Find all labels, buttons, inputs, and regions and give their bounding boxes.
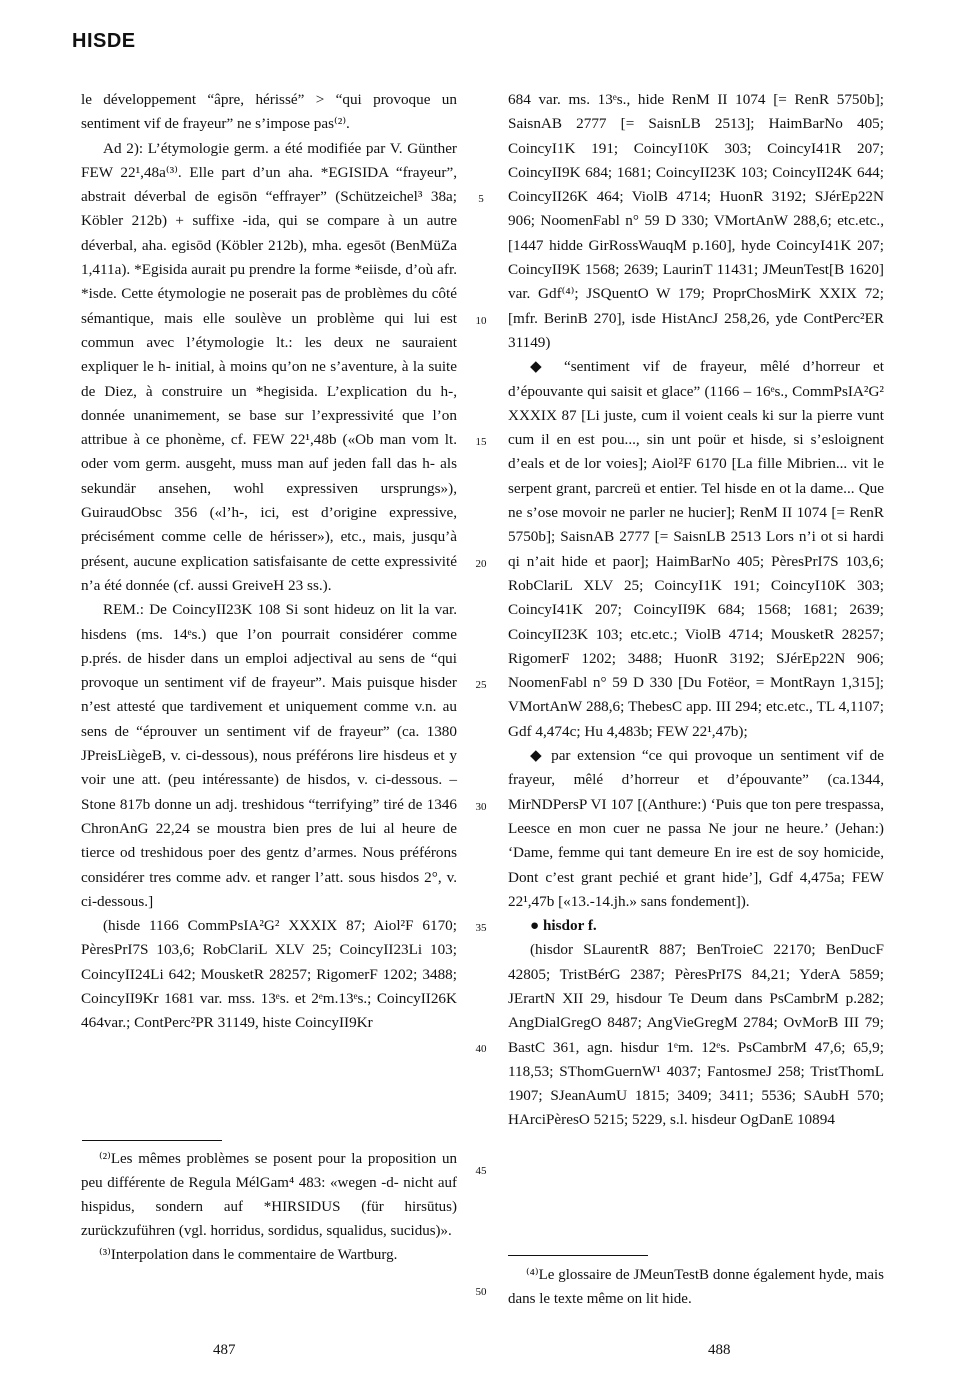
right-column — [508, 88, 884, 1133]
footnote-3: ⁽³⁾Interpolation dans le commentaire de Wartburg. — [99, 1247, 398, 1263]
left-column — [81, 88, 457, 1036]
footnote-rule-right — [508, 1255, 648, 1256]
line-number: 20 — [475, 558, 487, 570]
footnote-4: ⁽⁴⁾Le glossaire de JMeunTestB donne également hyde, mais dans le texte même on lit hide. — [508, 1267, 884, 1307]
line-number: 10 — [475, 315, 487, 327]
page-number-right: 488 — [708, 1342, 731, 1358]
line-number: 45 — [475, 1165, 487, 1177]
footnote-rule-left — [82, 1140, 222, 1141]
page-number-left: 487 — [213, 1342, 236, 1358]
line-number: 25 — [475, 679, 487, 691]
headword-hisdor: ● hisdor f. — [530, 917, 597, 935]
left-paragraph-citations: (hisde 1166 CommPsIA²G² XXXIX 87; Aiol²F 6170; PèresPrI7S 103,6; RobClariL XLV 25; CoincyII23Li 103; CoincyII24Li 642; MousketR 28257; RigomerF 1202; 3488; CoincyII9Kr 1681 var. mss. 13ᵉs. et 2ᵉm.13ᵉs.; CoincyII26K 464var.; ContPerc²PR 31149, histe CoincyII9Kr — [81, 917, 457, 1032]
line-number: 35 — [475, 922, 487, 934]
running-head: HISDE — [72, 30, 136, 52]
footnote-2: ⁽²⁾Les mêmes problèmes se posent pour la proposition un peu différente de Regula MélGam⁴ 483: «wegen -d- nicht auf hispidus, sondern auf *HIRSIDUS (für hirsūtus) zurückzuführen (vgl. horridus, sordidus, squalidus, sucidus)». — [81, 1151, 457, 1239]
left-paragraph-2: Ad 2): L’étymologie germ. a été modifiée par V. Günther FEW 22¹,48a⁽³⁾. Elle part d’un aha. *EGISIDA “frayeur”, abstrait déverbal de egisōn “effrayer” (Schützeichel³ 38a; Köbler 212b) + suffixe -ida, qui se compare à un autre déverbal, aha. egisōd (Köbler 212b), mha. egesōt (BenMüZa 1,411a). *Egisida aurait pu prendre la forme *eiisde, d’où afr. *isde. Cette étymologie ne poserait pas de problèmes du côté sémantique, mais elle soulève un problème qui lui est commun avec l’étymologie lt.: les deux ne sauraient expliquer le h- initial, à moins qu’on ne s’aventure, à la suite de Diez, à construire un *hegisida. L’explication du h-, donnée unanimement, se base sur l’expressivité que l’on attribue à ce phonème, cf. FEW 22¹,48b («Ob man vom lt. oder vom germ. ausgeht, muss man auf jeden fall das h- als sekundär ansehen, wohl expressiven ursprungs»), GuiraudObsc 356 («l’h-, ici, est d’origine expressive, précisément comme celle de hérisser»), etc., mais, jusqu’à présent, aucune explication satisfaisante de cette expressivité n’a été donnée (cf. aussi GreiveH 23 ss.). — [81, 139, 457, 594]
line-number: 50 — [475, 1286, 487, 1298]
right-paragraph-1: 684 var. ms. 13ᵉs., hide RenM II 1074 [= RenR 5750b]; SaisnAB 2777 [= SaisnLB 2513]; HaimBarNo 405; CoincyI1K 191; CoincyI10K 303; CoincyI41R 207; CoincyII9K 684; 1681; CoincyII23K 103; CoincyII24K 644; CoincyII26K 464; ViolB 4714; HuonR 3192; SJérEp22N 906; NoomenFabl n° 59 D 330; VMortAnW 288,6; etc.etc., [1447 hidde GirRossWauqM p.160], hyde CoincyI41K 207; CoincyII9K 1568; 2639; LaurinT 11431; JMeunTest[B 1620] var. Gdf⁽⁴⁾; JSQuentO W 179; ProprChosMirK XXIX 72; [mfr. BerinB 270], isde HistAncJ 258,26, yde ContPerc²ER 31149) — [508, 91, 884, 351]
left-paragraph-rem: REM.: De CoincyII23K 108 Si sont hideuz on lit la var. hisdens (ms. 14ᵉs.) que l’on pourrait considérer comme p.prés. de hisder dans un emploi adjectival au sens de “qui provoque un sentiment vif de frayeur”. Mais puisque hisder n’est attesté que tardivement et uniquement comme v.n. au sens de “éprouver un sentiment vif de frayeur” (ca. 1380 JPreisLiègeB, v. ci-dessous), nous préférons lire hisdeus et y voir une att. (peu intéressante) de hisdos, v. ci-dessous. – Stone 817b donne un adj. treshidous “terrifying” tiré de 1346 ChronAnG 22,24 se moustra bien pres de lui al heure de tierce od treshidous poer des gentz d’armes. Nous préférons considérer tres comme adv. et ranger l’att. sous hisdos 2°, v. ci-dessous.] — [81, 601, 457, 910]
right-paragraph-sense-1: ◆ “sentiment vif de frayeur, mêlé d’horreur et d’épouvante qui saisit et glace” (1166 – 16ᵉs., CommPsIA²G² XXXIX 87 [Li juste, cum il voient ceals ki sur la pierre vunt cum il en est pou..., sin unt poür et hisde, si s’esloignent d’eals et de lor voies]; Aiol²F 6170 [La fille Mibrien... vit le serpent grant, parcreü et entier. Tel hisde en ot la dame... Que ne s’ose movoir ne parler ne hucier]; RenM II 1074 [= RenR 5750b]; SaisnAB 2777 [= SaisnLB 2513 Lors n’i ot si hardi qi n’ait hide et paor]; HaimBarNo 405; PèresPrI7S 103,6; RobClariL XLV 25; CoincyI1K 191; CoincyI10K 303; CoincyI41K 207; CoincyII9K 684; 1568; 1681; 2639; CoincyII23K 103; etc.etc.; ViolB 4714; MousketR 28257; RigomerF 1202; 3488; HuonR 3192; SJérEp22N 906; NoomenFabl n° 59 D 330 [Du Fotëor, = MontRayn 1,315]; VMortAnW 288,6; ThebesC app. III 294; etc.etc., TL 4,1107; Gdf 4,474c; Hu 4,483b; FEW 22¹,47b); — [508, 358, 884, 740]
right-paragraph-sense-2: ◆ par extension “ce qui provoque un sentiment vif de frayeur, mêlé d’horreur et d’épouvante” (ca.1344, MirNDPersP VI 107 [(Anthure:) ‘Puis que ton pere trespassa, Leesce en mon cuer ne passa Ne jour ne heure.’ (Jehan:) ‘Dame, femme qui tant demeure En ire est de soy homicide, Dont c’est grant pechié et grant hide’], Gdf 4,475a; FEW 22¹,47b [«13.-14.jh.» sans fondement]). — [508, 747, 884, 910]
footnotes-left — [81, 1147, 457, 1267]
line-number: 30 — [475, 801, 487, 813]
line-number: 15 — [475, 436, 487, 448]
line-number: 40 — [475, 1043, 487, 1055]
right-paragraph-hisdor-citations: (hisdor SLaurentR 887; BenTroieC 22170; BenDucF 42805; TristBérG 2387; PèresPrI7S 84,21; YderA 5859; JErartN XII 29, hisdour Te Deum dans PsCambrM p.282; AngDialGregO 8487; AngVieGregM 2784; OvMorB III 79; BastC 361, agn. hisdur 1ᵉm. 12ᵉs. PsCambrM 47,6; 65,9; 118,53; SThomGuernW¹ 4037; FantosmeJ 258; TristThomL 1907; SJeanAumU 1815; 3409; 3411; 5536; SAubH 570; HArciPèresO 5215; 5229, s.l. hisdeur OgDanE 10894 — [508, 941, 884, 1129]
footnotes-right — [508, 1263, 884, 1311]
left-paragraph-1: le développement “âpre, hérissé” > “qui provoque un sentiment vif de frayeur” ne s’impose pas⁽²⁾. — [81, 91, 457, 133]
line-number: 5 — [478, 193, 484, 205]
